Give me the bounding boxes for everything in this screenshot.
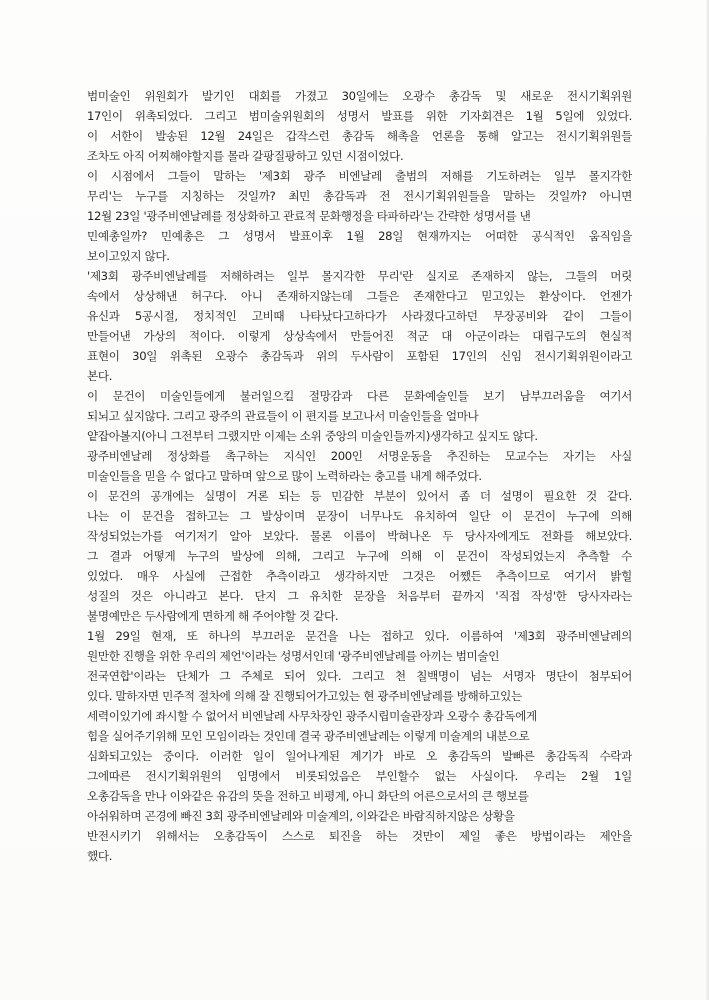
text-line: 있었다. 매우 사실에 근접한 추측이라고 생각하지만 그것은 어쨌든 추측이므로 여기서 밝힐	[87, 569, 632, 583]
text-line: 얕잡아볼지(아니 그전부터 그랬지만 이제는 소위 중앙의 미술인들까지)생각하고 싶지도 않다.	[87, 429, 538, 443]
text-line: 작성되었는가를 여기저기 알아 보았다. 물론 이름이 박혀나온 두 당사자에게도 전화를 해보았다.	[87, 529, 632, 543]
text-line: 12월 23일 '광주비엔날레를 정상화하고 관료적 문화행정을 타파하라'는 간략한 성명서를 낸	[87, 209, 531, 223]
text-line: 나는 이 문건을 접하고는 그 발상이며 문장이 너무나도 유치하여 일단 이 문건이 누구에 의해	[87, 509, 632, 523]
text-line: 미술인들을 믿을 수 없다고 말하며 앞으로 많이 노력하라는 충고를 내게 해주었다.	[87, 469, 482, 483]
text-line: 오총감독을 만나 이와같은 유감의 뜻을 전하고 비평계, 아니 화단의 어른으로서의 큰 행보를	[87, 789, 529, 803]
text-line: 유신과 5공시절, 정치적인 고비때 나타났다고하다가 사라졌다고하던 무장공비와 같이 그들이	[87, 309, 632, 323]
text-line: 본다.	[87, 369, 113, 383]
text-line: 17인이 위촉되었다. 그리고 범미술위원회의 성명서 발표를 위한 기자회견은 1월 5일에 있었다.	[87, 109, 632, 123]
text-line: 성질의 것은 아니라고 본다. 단지 그 유치한 문장을 처음부터 끝까지 '직접 작성'한 당사자라는	[87, 589, 632, 603]
text-line: 있다. 말하자면 민주적 절차에 의해 잘 진행되어가고있는 현 광주비엔날레를 방해하고있는	[87, 689, 522, 703]
text-line: 광주비엔날레 정상화를 촉구하는 지식인 200인 서명운동을 추진하는 모교수는 자기는 사실	[87, 449, 632, 463]
text-line: 표현이 30일 위촉된 오광수 총감독과 위의 두사람이 포함된 17인의 신임 전시기획위원이라고	[87, 349, 632, 363]
text-line: 세력이있기에 좌시할 수 없어서 비엔날레 사무차장인 광주시립미술관장과 오광수 총감독에게	[87, 709, 537, 723]
text-line: 조차도 아직 어찌해야할지를 몰라 갈팡질팡하고 있던 시점이었다.	[87, 149, 404, 163]
text-line: 그 결과 어떻게 누구의 발상에 의해, 그리고 누구에 의해 이 문건이 작성되었는지 추측할 수	[87, 549, 632, 563]
text-line: 1월 29일 현재, 또 하나의 부끄러운 문건을 나는 접하고 있다. 이름하여 '제3회 광주비엔날레의	[87, 629, 632, 643]
text-line: 무리'는 누구를 지칭하는 것일까? 최민 총감독과 전 전시기획위원들을 말하는 것일까? 아니면	[87, 189, 632, 203]
text-line: 전국연합'이라는 단체가 그 주체로 되어 있다. 그리고 천 칠백명이 넘는 서명자 명단이 첨부되어	[87, 669, 632, 683]
document-body	[87, 86, 632, 866]
text-line: 이 문건의 공개에는 실명이 거론 되는 등 민감한 부분이 있어서 좀 더 설명이 필요한 것 같다.	[87, 489, 632, 503]
text-line: 만들어낸 가상의 적이다. 이렇게 상상속에서 만들어진 적군 대 아군이라는 대립구도의 현실적	[87, 329, 632, 343]
text-line: 반전시키기 위해서는 오총감독이 스스로 퇴진을 하는 것만이 제일 좋은 방법이라는 제안을	[87, 829, 632, 843]
text-line: 이 서한이 발송된 12월 24일은 갑작스런 총감독 해촉을 언론을 통해 알고는 전시기획위원들	[87, 129, 632, 143]
text-line: 그에따른 전시기획위원의 임명에서 비롯되었음은 부인할수 없는 사실이다. 우리는 2월 1일	[87, 769, 632, 783]
text-line: 원만한 진행을 위한 우리의 제언'이라는 성명서인데 '광주비엔날레를 아끼는 범미술인	[87, 649, 500, 663]
text-line: 아쉬워하며 곤경에 빠진 3회 광주비엔날레와 미술계의, 이와같은 바람직하지않은 상황을	[87, 809, 515, 823]
text-line: 불명예만은 두사람에게 면하게 해 주어야할 것 같다.	[87, 609, 339, 623]
text-line: '제3회 광주비엔날레를 저해하려는 일부 몰지각한 무리'란 실지로 존재하지 않는, 그들의 머릿	[87, 269, 632, 283]
text-line: 했다.	[87, 849, 113, 863]
text-line: 보이고있지 않다.	[87, 249, 170, 263]
text-line: 심화되고있는 중이다. 이러한 일이 일어나게된 계기가 바로 오 총감독의 발빠른 총감독직 수락과	[87, 749, 632, 763]
text-line: 힘을 실어주기위해 모인 모임이라는 것인데 결국 광주비엔날레는 이렇게 미술계의 내분으로	[87, 729, 530, 743]
text-line: 이 문건이 미술인들에게 불러일으킬 절망감과 다른 문화예술인들 보기 남부끄러움을 여기서	[87, 389, 632, 403]
text-line: 민예총일까? 민예총은 그 성명서 발표이후 1월 28일 현재까지는 어떠한 공식적인 움직임을	[87, 229, 632, 243]
text-line: 속에서 상상해낸 허구다. 아니 존재하지않는데 그들은 존재한다고 믿고있는 환상이다. 언젠가	[87, 289, 632, 303]
text-line: 되뇌고 싶지않다. 그리고 광주의 관료들이 이 편지를 보고나서 미술인들을 얼마나	[87, 409, 479, 423]
text-line: 이 시점에서 그들이 말하는 '제3회 광주 비엔날레 출범의 저해를 기도하려는 일부 몰지각한	[87, 169, 632, 183]
text-line: 범미술인 위원회가 발기인 대회를 가졌고 30일에는 오광수 총감독 및 새로운 전시기획위원	[87, 89, 632, 103]
